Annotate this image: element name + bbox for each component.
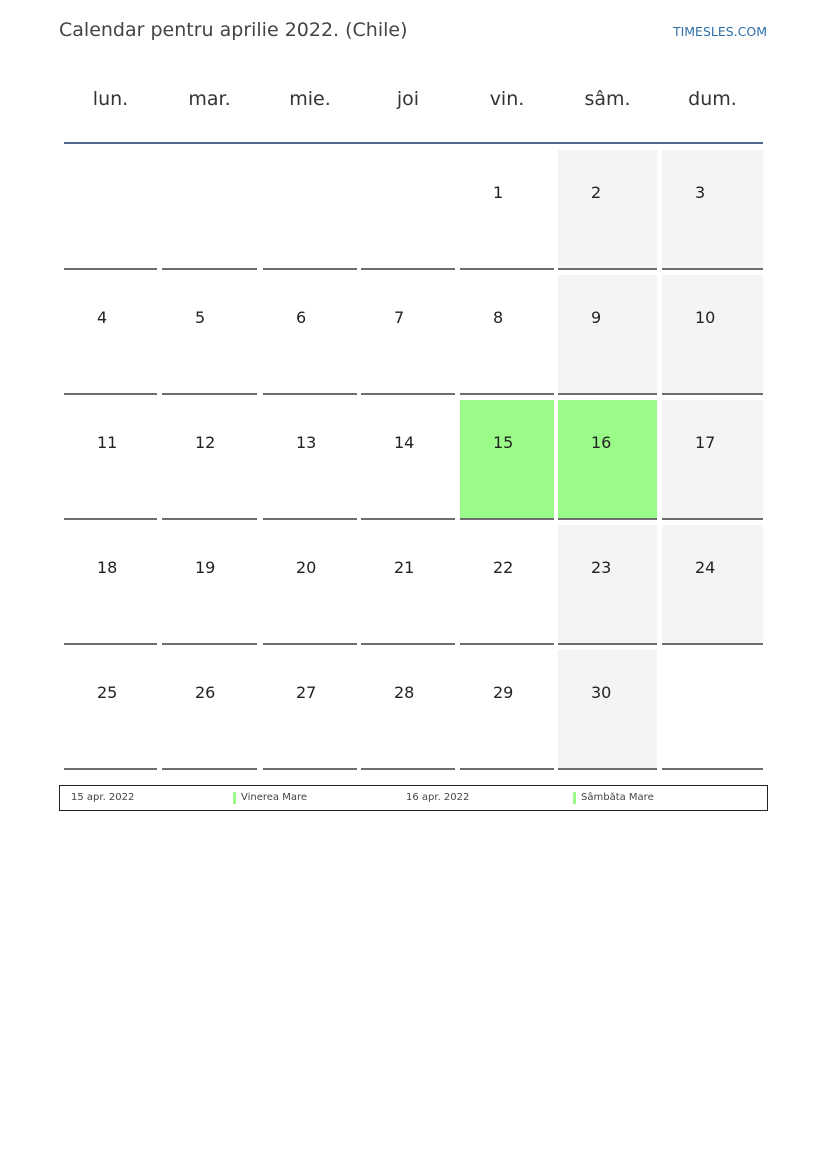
day-number: 16 — [591, 433, 612, 452]
calendar-day-cell — [263, 525, 357, 645]
day-number: 8 — [493, 308, 504, 327]
calendar-day-cell — [558, 400, 657, 520]
holiday-color-swatch — [233, 792, 236, 804]
calendar-day-cell — [558, 150, 657, 270]
weekday-label: mie. — [289, 88, 331, 110]
calendar-day-cell — [662, 400, 763, 520]
day-number: 6 — [296, 308, 307, 327]
day-number: 25 — [97, 683, 118, 702]
day-number: 30 — [591, 683, 612, 702]
calendar-day-cell — [460, 650, 554, 770]
calendar-day-cell — [64, 400, 157, 520]
calendar-day-cell — [162, 400, 257, 520]
site-link[interactable]: TIMESLES.COM — [672, 24, 767, 39]
calendar-day-cell — [662, 525, 763, 645]
day-number: 22 — [493, 558, 514, 577]
day-number: 27 — [296, 683, 317, 702]
day-number: 29 — [493, 683, 514, 702]
calendar-day-cell — [662, 150, 763, 270]
calendar-day-cell — [64, 275, 157, 395]
calendar-day-cell — [558, 275, 657, 395]
calendar-day-cell — [263, 650, 357, 770]
holiday-color-swatch — [573, 792, 576, 804]
day-number: 10 — [695, 308, 716, 327]
calendar-day-cell — [361, 525, 455, 645]
day-number: 28 — [394, 683, 415, 702]
day-number: 23 — [591, 558, 612, 577]
day-number: 2 — [591, 183, 602, 202]
weekday-label: lun. — [92, 88, 129, 110]
calendar-day-cell — [460, 400, 554, 520]
holiday-date: 16 apr. 2022 — [406, 792, 470, 803]
day-number: 4 — [97, 308, 108, 327]
day-number: 5 — [195, 308, 206, 327]
holiday-date: 15 apr. 2022 — [71, 792, 135, 803]
weekday-label: dum. — [688, 88, 737, 110]
calendar-day-cell — [662, 275, 763, 395]
day-number: 13 — [296, 433, 317, 452]
day-number: 18 — [97, 558, 118, 577]
day-number: 1 — [493, 183, 504, 202]
day-number: 12 — [195, 433, 216, 452]
day-number: 26 — [195, 683, 216, 702]
calendar-day-cell — [558, 650, 657, 770]
day-number: 15 — [493, 433, 514, 452]
day-number: 3 — [695, 183, 706, 202]
day-number: 20 — [296, 558, 317, 577]
calendar-cell-empty — [162, 150, 257, 270]
day-number: 19 — [195, 558, 216, 577]
day-number: 9 — [591, 308, 602, 327]
holiday-name: Sâmbăta Mare — [581, 792, 654, 803]
calendar-cell-empty — [64, 150, 157, 270]
calendar-day-cell — [263, 275, 357, 395]
calendar-cell-empty — [662, 650, 763, 770]
calendar-day-cell — [64, 650, 157, 770]
day-number: 11 — [97, 433, 118, 452]
day-number: 17 — [695, 433, 716, 452]
calendar-cell-empty — [263, 150, 357, 270]
calendar-day-cell — [460, 150, 554, 270]
calendar-day-cell — [460, 275, 554, 395]
day-number: 7 — [394, 308, 405, 327]
calendar-day-cell — [361, 400, 455, 520]
calendar-day-cell — [558, 525, 657, 645]
calendar-cell-empty — [361, 150, 455, 270]
weekday-label: mar. — [188, 88, 231, 110]
calendar-day-cell — [263, 400, 357, 520]
calendar-day-cell — [64, 525, 157, 645]
day-number: 14 — [394, 433, 415, 452]
calendar-day-cell — [162, 275, 257, 395]
day-number: 21 — [394, 558, 415, 577]
calendar-day-cell — [162, 650, 257, 770]
calendar-day-cell — [361, 275, 455, 395]
weekday-label: vin. — [489, 88, 525, 110]
holiday-name: Vinerea Mare — [241, 792, 308, 803]
page-title: Calendar pentru aprilie 2022. (Chile) — [59, 19, 408, 41]
calendar-day-cell — [460, 525, 554, 645]
day-number: 24 — [695, 558, 716, 577]
weekday-label: sâm. — [584, 88, 631, 110]
holiday-legend — [59, 785, 768, 811]
calendar-day-cell — [361, 650, 455, 770]
weekday-label: joi — [396, 88, 420, 110]
calendar-day-cell — [162, 525, 257, 645]
